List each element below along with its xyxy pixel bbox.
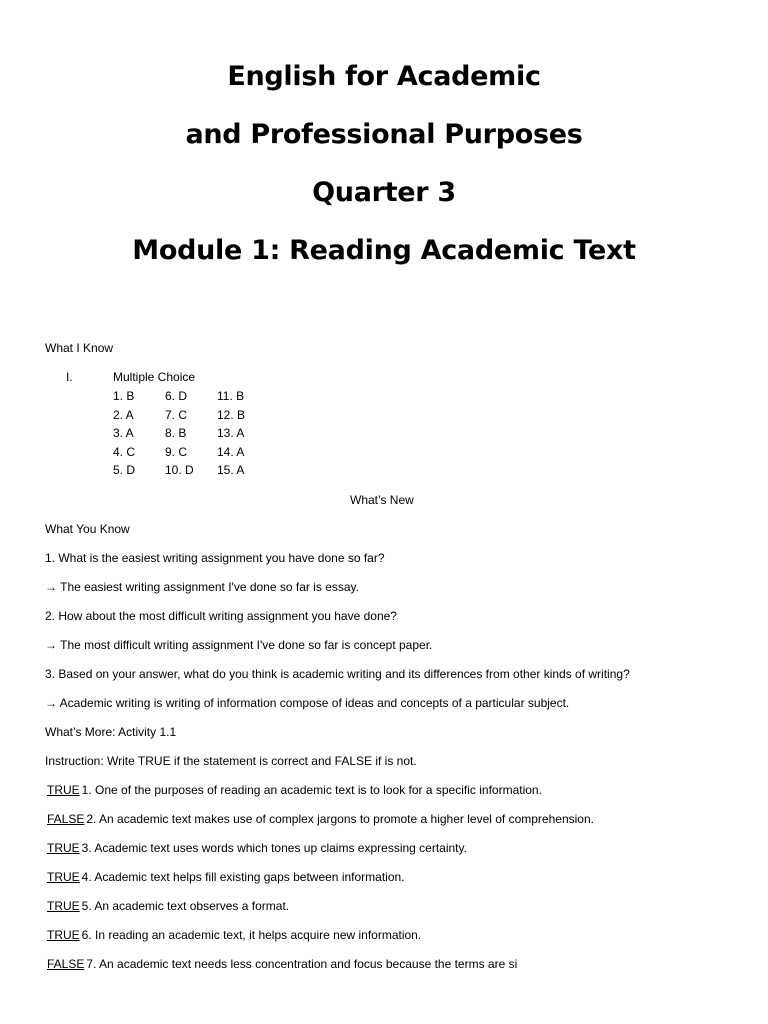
question-2: 2. How about the most difficult writing assignment you have done? xyxy=(45,609,397,623)
tf-answer: TRUE xyxy=(47,870,80,884)
tf-statement: 6. In reading an academic text, it helps acquire new information. xyxy=(81,928,422,942)
answer-cell: 9. C xyxy=(165,444,188,459)
answer-row xyxy=(113,408,269,427)
true-false-item xyxy=(45,812,594,826)
tf-statement: 2. An academic text makes use of complex jargons to promote a higher level of comprehension. xyxy=(86,812,594,826)
answer-cell: 11. B xyxy=(217,389,245,403)
true-false-item xyxy=(45,899,289,913)
answer-cell: 6. D xyxy=(165,389,188,403)
title-line-4: Module 1: Reading Academic Text xyxy=(132,235,636,266)
answer-cell: 3. A xyxy=(113,426,134,441)
answer-cell: 5. D xyxy=(113,463,136,478)
question-1: 1. What is the easiest writing assignment you have done so far? xyxy=(45,551,385,565)
section-title: Multiple Choice xyxy=(113,370,196,384)
whats-more-heading: What’s More: Activity 1.1 xyxy=(45,725,177,739)
tf-answer: TRUE xyxy=(47,928,80,942)
what-i-know-heading: What I Know xyxy=(45,341,114,355)
whats-new-heading: What’s New xyxy=(350,493,414,507)
answer-cell: 12. B xyxy=(217,407,246,422)
answer-cell: 1. B xyxy=(113,389,135,403)
title-line-3: Quarter 3 xyxy=(312,177,456,208)
answer-cell: 2. A xyxy=(113,407,134,422)
title-line-1: English for Academic xyxy=(227,61,541,92)
section-number: I. xyxy=(66,370,73,384)
answer-1: → The easiest writing assignment I've done so far is essay. xyxy=(45,580,359,594)
answer-row xyxy=(113,445,269,464)
title-line-2: and Professional Purposes xyxy=(185,119,583,150)
tf-answer: TRUE xyxy=(47,899,80,913)
tf-statement: 4. Academic text helps fill existing gaps between information. xyxy=(81,870,405,884)
answer-cell: 7. C xyxy=(165,407,188,422)
tf-answer: FALSE xyxy=(47,812,85,826)
true-false-item xyxy=(45,841,467,855)
question-3: 3. Based on your answer, what do you think is academic writing and its differences from other kinds of writing? xyxy=(45,667,630,681)
answer-cell: 14. A xyxy=(217,444,245,459)
answer-row xyxy=(113,426,269,445)
tf-statement: 3. Academic text uses words which tones up claims expressing certainty. xyxy=(81,841,467,855)
true-false-item xyxy=(45,957,517,971)
instruction-text: Instruction: Write TRUE if the statement is correct and FALSE if is not. xyxy=(45,754,417,768)
tf-answer: FALSE xyxy=(47,957,85,971)
tf-answer: TRUE xyxy=(47,841,80,855)
tf-statement: 1. One of the purposes of reading an academic text is to look for a specific information. xyxy=(81,783,542,797)
tf-statement: 7. An academic text needs less concentration and focus because the terms are si xyxy=(86,957,518,971)
what-you-know-heading: What You Know xyxy=(45,522,130,536)
true-false-item xyxy=(45,783,542,797)
answer-3: → Academic writing is writing of information compose of ideas and concepts of a particular subject. xyxy=(45,696,570,710)
answer-cell: 13. A xyxy=(217,426,245,441)
true-false-item xyxy=(45,870,405,884)
document-title xyxy=(0,48,768,280)
tf-answer: TRUE xyxy=(47,783,80,797)
answer-cell: 4. C xyxy=(113,444,136,459)
answer-row xyxy=(113,463,269,482)
answer-cell: 10. D xyxy=(165,463,194,478)
answer-cell: 8. B xyxy=(165,426,187,441)
answer-row xyxy=(113,389,269,408)
true-false-item xyxy=(45,928,421,942)
tf-statement: 5. An academic text observes a format. xyxy=(81,899,290,913)
answer-cell: 15. A xyxy=(217,463,245,478)
multiple-choice-answer-grid xyxy=(113,389,269,482)
answer-2: → The most difficult writing assignment I've done so far is concept paper. xyxy=(45,638,433,652)
